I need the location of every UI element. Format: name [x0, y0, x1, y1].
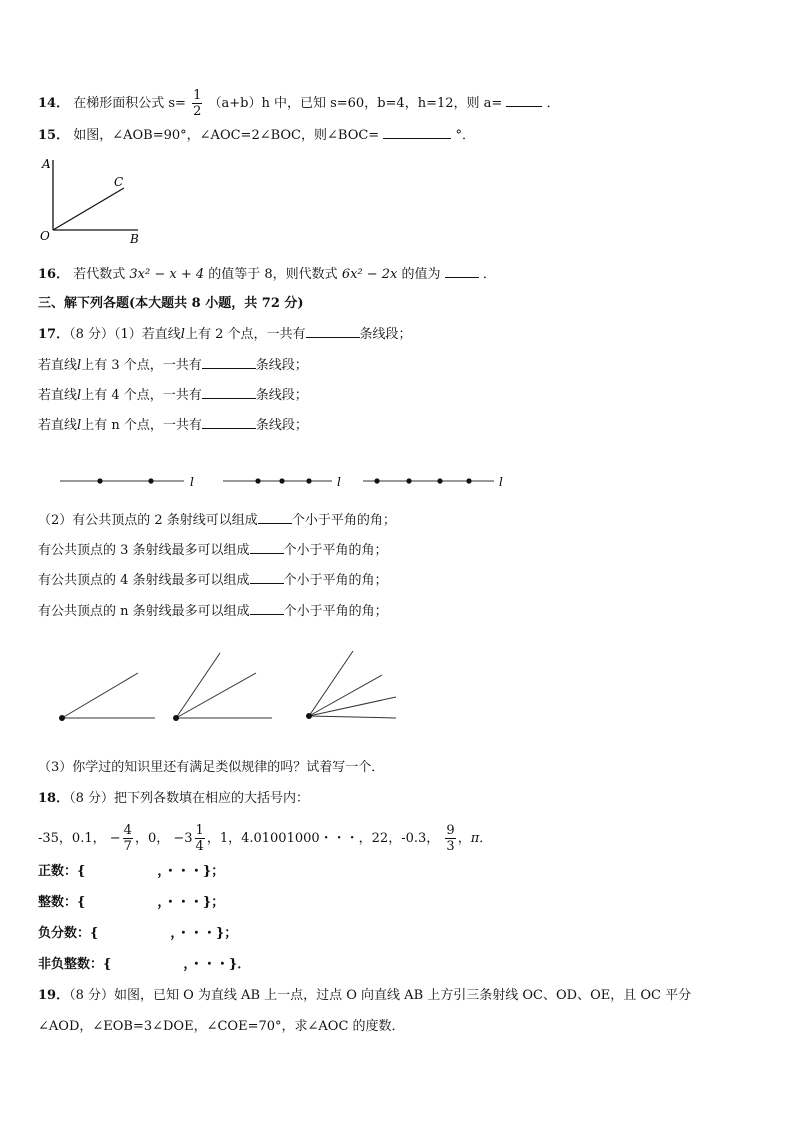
line-text: 上有 2 个点，一共有	[184, 327, 306, 342]
expression-2: 6x² − 2x	[341, 267, 398, 282]
fraction-9-3	[445, 823, 455, 854]
question-text: 把下列各数填在相应的大括号内：	[114, 791, 310, 806]
fraction-numerator: 9	[446, 823, 455, 838]
set-tail: ，・・・}；	[170, 926, 238, 941]
line-text: 条线段；	[255, 388, 308, 403]
question-17-line-1	[38, 325, 412, 343]
fraction-numerator: 4	[123, 823, 132, 838]
line-label: l	[499, 475, 503, 489]
question-end: ．	[546, 96, 560, 111]
expression-1: 3x² − x + 4	[129, 267, 205, 282]
line-text: 有公共顶点的 3 条射线最多可以组成	[38, 543, 250, 558]
set-negative-fraction[interactable]	[38, 926, 237, 942]
question-text: 如图，∠AOB=90°，∠AOC=2∠BOC，则∠BOC=	[73, 128, 380, 143]
angle-figure-q15	[38, 152, 148, 247]
numbers-text: ，1，4.01001000・・・，22，-0.3，	[206, 831, 440, 846]
line-text: 若直线	[38, 388, 78, 403]
question-17-line-2	[38, 356, 308, 374]
section-heading: 三、解下列各题(本大题共 8 小题，共 72 分)	[38, 296, 304, 311]
question-17-line-3	[38, 386, 308, 404]
ray-oc	[53, 188, 124, 230]
question-score: （8 分）	[69, 327, 114, 342]
line-text: 若直线	[38, 418, 78, 433]
question-text: 的值等于 8，则代数式	[208, 267, 338, 282]
vertex	[306, 713, 312, 719]
set-integer[interactable]	[38, 895, 224, 911]
fraction-numerator: 1	[195, 823, 204, 838]
line-text: 条线段；	[255, 418, 308, 433]
question-text: 的值为	[401, 267, 441, 282]
line-text: 个小于平角的角；	[283, 573, 388, 588]
fraction-half	[192, 88, 202, 119]
line-text: 若直线	[38, 358, 78, 373]
question-end: ．	[482, 267, 496, 282]
question-number: 17．	[38, 327, 70, 342]
question-number: 18．	[38, 791, 70, 806]
question-18	[38, 791, 309, 807]
point	[97, 478, 102, 483]
mixed-number-whole: −3	[173, 831, 193, 846]
question-text: 若代数式	[73, 267, 126, 282]
fraction-neg-4-7	[123, 823, 133, 854]
three-rays	[173, 653, 272, 721]
vertex	[59, 715, 65, 721]
question-19-line-2: ∠AOD，∠EOB=3∠DOE，∠COE=70°，求∠AOC 的度数．	[38, 1019, 405, 1034]
line-var: l	[77, 358, 82, 373]
numbers-text: ，	[457, 831, 471, 846]
four-rays	[306, 651, 396, 719]
answer-blank[interactable]	[506, 94, 542, 107]
set-label: 正数：{	[38, 864, 86, 879]
set-tail: ，・・・}．	[183, 957, 251, 972]
ray	[309, 716, 396, 718]
label-a: A	[42, 157, 51, 171]
ray	[309, 697, 396, 716]
fraction-1-4	[195, 823, 205, 854]
line-label: l	[190, 475, 194, 489]
answer-blank[interactable]	[250, 541, 284, 554]
answer-blank[interactable]	[250, 571, 284, 584]
answer-blank[interactable]	[258, 511, 292, 524]
answer-blank[interactable]	[445, 265, 479, 278]
question-text: 如图，已知 O 为直线 AB 上一点，过点 O 向直线 AB 上方引三条射线 OC、OD、OE，且 OC 平分	[114, 988, 692, 1003]
numbers-text: ．	[479, 831, 493, 846]
set-tail: ，・・・}；	[157, 895, 225, 910]
answer-blank[interactable]	[383, 126, 451, 139]
number-list	[38, 822, 492, 856]
ray	[309, 651, 353, 716]
fraction-numerator: 1	[193, 88, 202, 103]
line-text: 有公共顶点的 n 条射线最多可以组成	[38, 604, 250, 619]
set-tail: ，・・・}；	[157, 864, 225, 879]
ray	[62, 673, 138, 718]
line-4-points	[363, 475, 503, 489]
label-b: B	[130, 232, 139, 246]
line-text: （1）若直线	[114, 327, 181, 342]
line-text: 条线段；	[255, 358, 308, 373]
answer-blank[interactable]	[250, 602, 284, 615]
line-text: 上有 n 个点，一共有	[81, 418, 202, 433]
question-text: 在梯形面积公式 s=	[73, 96, 186, 111]
rays-figure	[50, 640, 410, 730]
point	[466, 478, 471, 483]
line-var: l	[77, 418, 82, 433]
fraction-denominator: 4	[195, 839, 204, 854]
set-label: 非负整数：{	[38, 957, 112, 972]
point	[306, 478, 311, 483]
fraction-denominator: 2	[193, 104, 202, 119]
lines-with-points-figure	[60, 470, 520, 494]
question-14	[38, 88, 560, 119]
line-text: 个小于平角的角；	[291, 513, 396, 528]
question-17-line-4	[38, 416, 308, 434]
question-number: 19．	[38, 988, 70, 1003]
question-15	[38, 126, 475, 144]
line-text: 上有 4 个点，一共有	[81, 388, 202, 403]
label-o: O	[40, 229, 50, 243]
set-nonnegative-integer[interactable]	[38, 957, 250, 973]
point	[437, 478, 442, 483]
point	[406, 478, 411, 483]
answer-blank[interactable]	[202, 356, 256, 369]
question-17-part2-line-2	[38, 541, 388, 559]
two-rays	[59, 673, 155, 721]
question-number: 15．	[38, 128, 70, 143]
set-label: 整数：{	[38, 895, 86, 910]
label-c: C	[114, 175, 124, 189]
line-var: l	[77, 388, 82, 403]
point	[279, 478, 284, 483]
answer-blank[interactable]	[202, 386, 256, 399]
ray	[309, 675, 382, 716]
line-text: 上有 3 个点，一共有	[81, 358, 202, 373]
question-end: °．	[455, 128, 475, 143]
line-3-points	[223, 475, 341, 489]
question-17-part3: （3）你学过的知识里还有满足类似规律的吗？试着写一个．	[38, 760, 385, 775]
point	[374, 478, 379, 483]
line-text: 有公共顶点的 4 条射线最多可以组成	[38, 573, 250, 588]
numbers-text: -35，0.1，	[38, 831, 106, 846]
fraction-sign: −	[109, 831, 121, 846]
line-text: （2）有公共顶点的 2 条射线可以组成	[38, 513, 258, 528]
question-17-part2-line-1	[38, 511, 396, 529]
point	[255, 478, 260, 483]
answer-blank[interactable]	[306, 325, 360, 338]
line-var: l	[180, 327, 185, 342]
question-16	[38, 265, 496, 283]
numbers-text: ，0，	[134, 831, 170, 846]
line-2-points	[60, 475, 194, 489]
vertex	[173, 715, 179, 721]
line-text: 个小于平角的角；	[283, 604, 388, 619]
point	[148, 478, 153, 483]
line-text: 个小于平角的角；	[283, 543, 388, 558]
question-score: （8 分）	[69, 791, 114, 806]
set-positive[interactable]	[38, 864, 224, 880]
pi-symbol: π	[470, 831, 480, 846]
set-label: 负分数：{	[38, 926, 99, 941]
ray	[176, 673, 256, 718]
ray	[176, 653, 220, 718]
answer-blank[interactable]	[202, 416, 256, 429]
fraction-denominator: 7	[123, 839, 132, 854]
question-score: （8 分）	[69, 988, 114, 1003]
question-number: 16．	[38, 267, 70, 282]
fraction-denominator: 3	[446, 839, 455, 854]
question-19-line-1	[38, 988, 691, 1004]
question-17-part2-line-3	[38, 571, 388, 589]
question-17-part2-line-4	[38, 602, 388, 620]
question-number: 14．	[38, 96, 70, 111]
line-text: 条线段；	[359, 327, 412, 342]
line-label: l	[337, 475, 341, 489]
question-text: （a+b）h 中，已知 s=60，b=4，h=12，则 a=	[208, 96, 503, 111]
